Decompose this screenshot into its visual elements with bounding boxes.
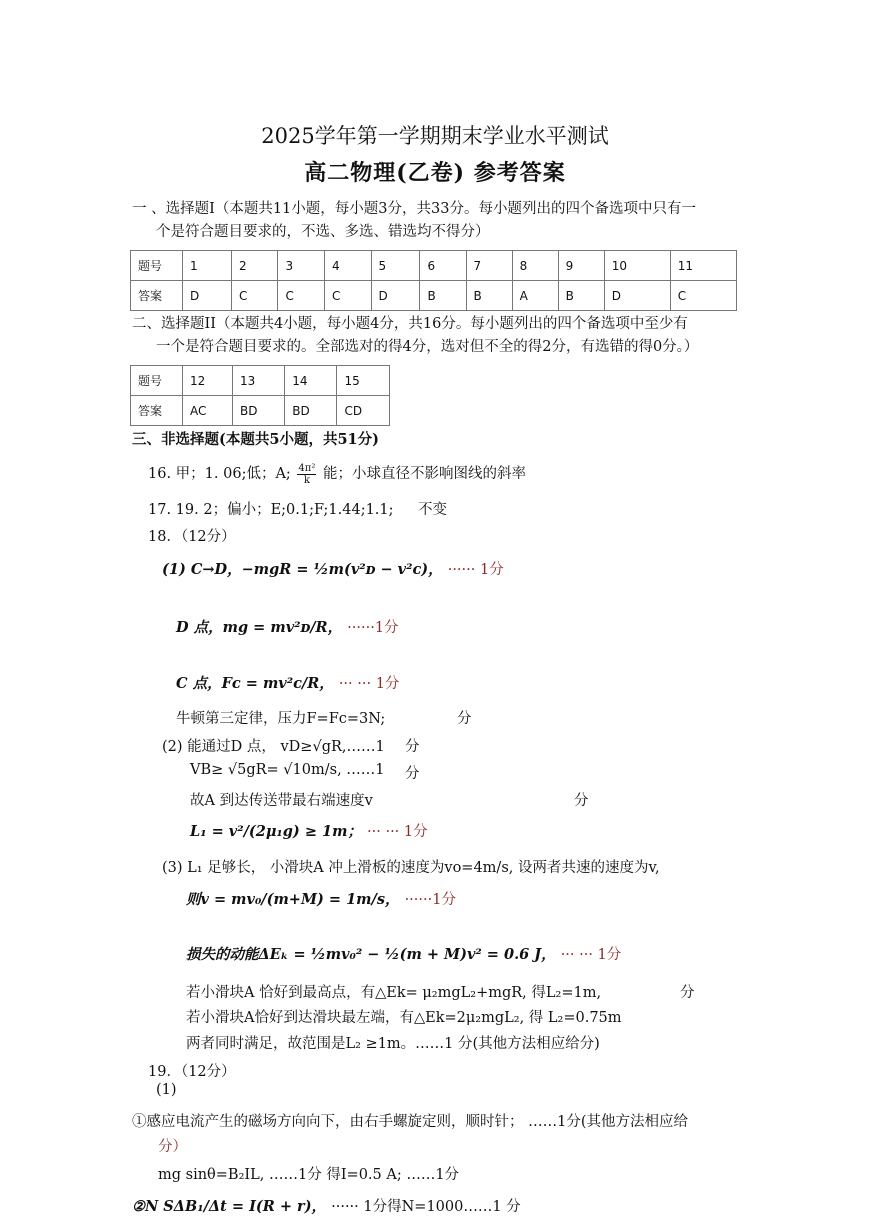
table-cell: BD [285,396,337,426]
table-cell: A [512,281,558,311]
table-cell: D [604,281,670,311]
q18-line11 [186,943,621,964]
q16-answer [148,462,526,486]
q18-line4-tail: 分 [457,711,472,727]
q18-line10 [186,888,456,909]
table-cell: 答案 [131,281,183,311]
q18-line9: (3) L₁ 足够长， 小滑块A 冲上滑板的速度为vo=4m/s, 设两者共速的速度为v, [162,860,660,876]
table-cell: CD [337,396,390,426]
section1-heading-line1: 一 、选择题I（本题共11小题，每小题3分，共33分。每小题列出的四个备选项中只有一 [132,201,696,217]
q18-line12: 若小滑块A 恰好到最高点，有△Ek= μ₂mgL₂+mgR, 得L₂=1m, [186,985,602,1001]
table-cell: 12 [183,366,233,396]
table-row [131,281,737,311]
table-cell: 题号 [131,251,183,281]
q18-line8 [190,820,428,841]
q17-answer-tail: 不变 [418,502,447,518]
table-cell: 答案 [131,396,183,426]
score-mark: ······1分 [404,892,456,908]
table-cell: C [231,281,278,311]
table-cell: C [324,281,371,311]
q18-line6-tail: 分 [405,766,420,782]
score-mark: ··· ··· 1分 [560,947,622,963]
q16-frac-num: 4π² [298,462,316,474]
q18-line11-eq: 损失的动能ΔEₖ = ½mv₀² − ½(m + M)v² = 0.6 J， [186,946,556,963]
q18-line4: 牛顿第三定律，压力F=Fc=3N; [176,711,386,727]
document-subtitle: 高二物理(乙卷) 参考答案 [304,160,566,186]
q18-line8-eq: L₁ = v²/(2μ₁g) ≥ 1m； [190,823,362,840]
q18-line12-tail: 分 [680,985,695,1001]
table-cell: 13 [232,366,284,396]
q16-fraction [297,463,316,486]
section3-heading: 三、非选择题(本题共5小题，共51分) [132,431,379,448]
q18-line3-eq: C 点，Fᴄ = mv²ᴄ/R， [176,675,334,692]
q18-line5: (2) 能通过D 点， vD≥√gR,……1 [162,739,385,755]
q18-line5-tail: 分 [405,739,420,755]
table-cell: 8 [512,251,558,281]
table-cell: B [558,281,604,311]
q18-line3 [176,672,399,693]
table-cell: B [466,281,512,311]
q18-heading: 18．（12分） [148,529,236,545]
q19-line3 [132,1195,521,1216]
score-mark: ······1分 [347,620,399,636]
table-cell: 4 [324,251,371,281]
table-row [131,366,390,396]
table-cell: AC [183,396,233,426]
table-cell: BD [232,396,284,426]
q16-frac-den: k [303,474,310,486]
q19-line3-eq: ②N SΔB₁/Δt = I(R + r)， [132,1198,327,1215]
q18-line10-eq: 则v = mv₀/(m+M) = 1m/s， [186,891,400,908]
table-cell: 11 [670,251,736,281]
table-cell: 3 [278,251,325,281]
table-cell: 题号 [131,366,183,396]
q19-line3-tail: ······ 1分得N=1000……1 分 [331,1199,521,1215]
score-mark: ··· ··· 1分 [338,676,400,692]
table-cell: B [420,281,466,311]
table-cell: 1 [183,251,232,281]
section2-answer-table [130,365,390,426]
q16-text-b: 能；小球直径不影响图线的斜率 [322,466,526,482]
table-cell: 15 [337,366,390,396]
q18-line1 [162,558,504,579]
q19-line1: ①感应电流产生的磁场方向向下，由右手螺旋定则，顺时针； ……1分(其他方法相应给 [132,1114,688,1130]
score-mark: ······ 1分 [447,562,504,578]
document-title: 2025学年第一学期期末学业水平测试 [261,124,609,148]
q18-line7: 故A 到达传送带最右端速度v [190,793,373,809]
section1-heading-line2: 个是符合题目要求的，不选、多选、错选均不得分） [156,224,490,240]
table-cell: C [278,281,325,311]
q17-answer: 17. 19. 2；偏小；E;0.1;F;1.44;1.1; [148,502,394,518]
table-row [131,396,390,426]
q18-line7-tail: 分 [574,793,589,809]
table-cell: 10 [604,251,670,281]
q19-heading: 19．（12分） [148,1064,236,1080]
q18-line14: 两者同时满足，故范围是L₂ ≥1m。……1 分(其他方法相应给分) [186,1036,600,1052]
q18-line1-eq: (1) C→D，−mgR = ½m(v²ᴅ − v²ᴄ)， [162,561,443,578]
q18-line2-eq: D 点，mg = mv²ᴅ/R， [176,619,343,636]
q19-line2: mg sinθ=B₂IL, ……1分 得I=0.5 A; ……1分 [158,1167,460,1183]
section2-heading-line1: 二、选择题II（本题共4小题，每小题4分，共16分。每小题列出的四个备选项中至少有 [132,316,688,332]
section2-heading-line2: 一个是符合题目要求的。全部选对的得4分，选对但不全的得2分，有选错的得0分。） [156,339,699,355]
table-cell: D [371,281,420,311]
table-cell: D [183,281,232,311]
score-mark: ··· ··· 1分 [367,824,428,840]
q19-part1-label: (1) [156,1082,177,1098]
section1-answer-table [130,250,737,311]
q19-line1-cont: 分） [158,1139,187,1155]
table-cell: 7 [466,251,512,281]
q18-line13: 若小滑块A恰好到达滑块最左端，有△Ek=2μ₂mgL₂, 得 L₂=0.75m [186,1010,622,1026]
q18-line2 [176,616,399,637]
table-row [131,251,737,281]
table-cell: C [670,281,736,311]
q16-text-a: 16. 甲；1. 06;低；A; [148,466,291,482]
table-cell: 6 [420,251,466,281]
table-cell: 9 [558,251,604,281]
table-cell: 14 [285,366,337,396]
q18-line6: VB≥ √5gR= √10m/s, ……1 [190,762,385,778]
table-cell: 2 [231,251,278,281]
table-cell: 5 [371,251,420,281]
